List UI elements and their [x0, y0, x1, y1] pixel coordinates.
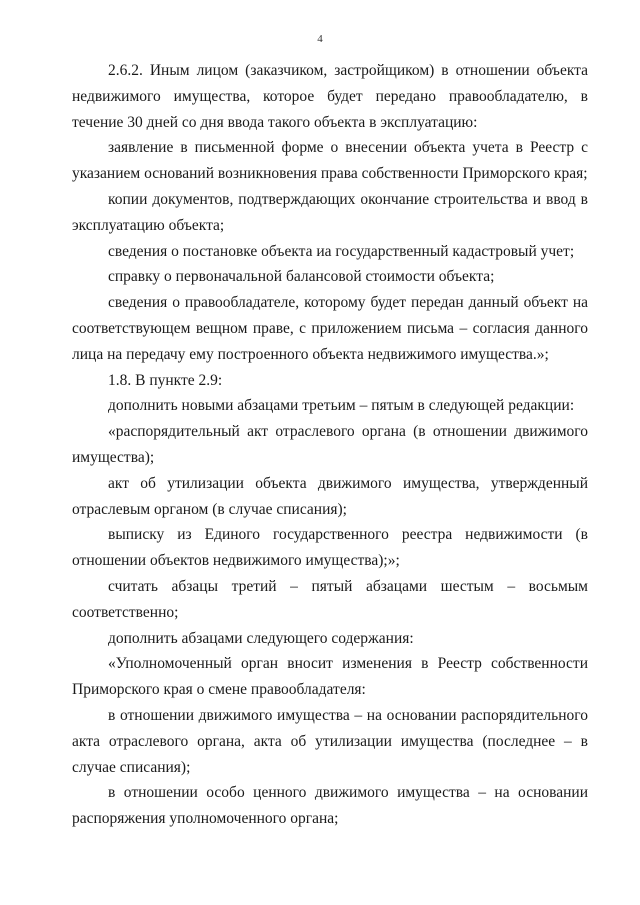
paragraph-disposal-act: акт об утилизации объекта движимого имущества, утвержденный отраслевым органом (в случае списания);: [72, 474, 588, 518]
paragraph-registry-extract: выписку из Единого государственного реестра недвижимости (в отношении объектов недвижимого имущества);»;: [72, 526, 588, 570]
paragraph-add-new: дополнить новыми абзацами третьим – пятым в следующей редакции:: [108, 397, 575, 415]
paragraph-balance-cost: справку о первоначальной балансовой стоимости объекта;: [108, 268, 495, 286]
paragraph-renumber: считать абзацы третий – пятый абзацами шестым – восьмым соответственно;: [72, 577, 588, 621]
paragraph-authorized-body: «Уполномоченный орган вносит изменения в Реестр собственности Приморского края о смене правообладателя:: [72, 655, 588, 699]
paragraph-movable-property: в отношении движимого имущества – на основании распорядительного акта отраслевого органа, акта об утилизации имущества (последнее – в случае списания);: [72, 706, 588, 776]
paragraph-statement: заявление в письменной форме о внесении объекта учета в Реестр с указанием оснований возникновения права собственности Приморского края;: [72, 139, 588, 183]
paragraph-cadastral-info: сведения о постановке объекта иа государственный кадастровый учет;: [108, 242, 575, 260]
paragraph-2-6-2: 2.6.2. Иным лицом (заказчиком, застройщиком) в отношении объекта недвижимого имущества, которое будет передано правообладателю, в течение 30 дней со дня ввода такого объекта в эксплуатацию:: [72, 62, 588, 131]
document-body: [72, 58, 588, 832]
paragraph-valuable-property: в отношении особо ценного движимого имущества – на основании распоряжения уполномоченного органа;: [72, 784, 588, 828]
paragraph-document-copies: копии документов, подтверждающих окончание строительства и ввод в эксплуатацию объекта;: [72, 190, 588, 234]
page-number: 4: [317, 33, 323, 45]
paragraph-1-8: 1.8. В пункте 2.9:: [108, 371, 223, 389]
paragraph-rightholder-info: сведения о правообладателе, которому будет передан данный объект на соответствующем вещном праве, с приложением письма – согласия данного лица на передачу ему построенного объекта недвижимого имущества.»;: [72, 294, 588, 363]
paragraph-administrative-act: «распорядительный акт отраслевого органа (в отношении движимого имущества);: [72, 423, 588, 466]
paragraph-add-content: дополнить абзацами следующего содержания:: [108, 629, 414, 647]
